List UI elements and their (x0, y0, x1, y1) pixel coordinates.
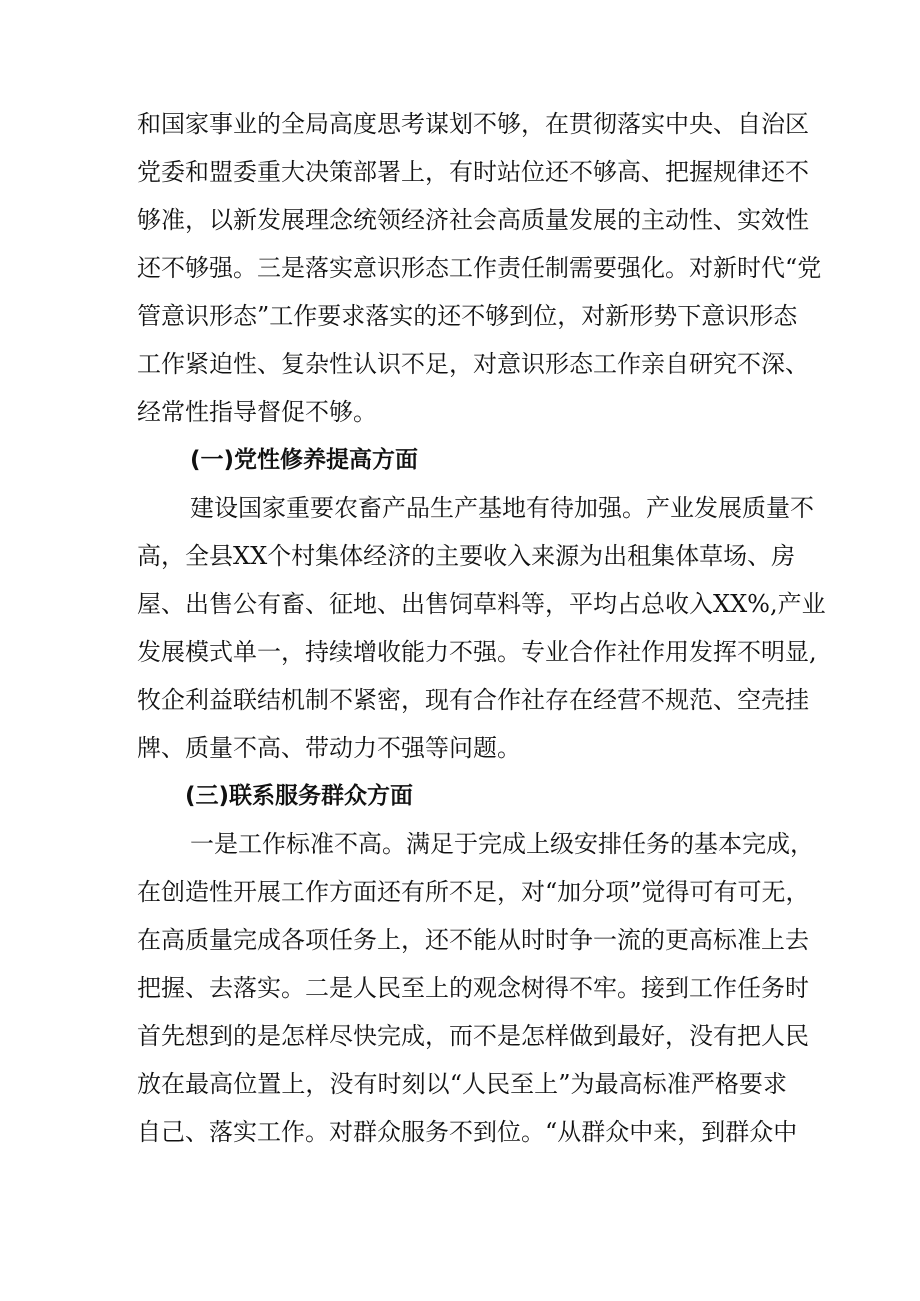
text-line: 放在最高位置上，没有时刻以“人民至上”为最高标准严格要求 (137, 1070, 787, 1098)
text-line: 和国家事业的全局高度思考谋划不够，在贯彻落实中央、自治区 (137, 110, 809, 138)
text-line: 管意识形态”工作要求落实的还不够到位，对新形势下意识形态 (137, 302, 798, 330)
section-heading-serving-masses: (三)联系服务群众方面 (185, 783, 414, 809)
text-line: 经常性指导督促不够。 (137, 398, 377, 426)
text-line: 首先想到的是怎样尽快完成，而不是怎样做到最好，没有把人民 (137, 1022, 809, 1050)
text-line: 把握、去落实。二是人民至上的观念树得不牢。接到工作任务时 (137, 974, 809, 1002)
text-line: 牧企利益联结机制不紧密，现有合作社存在经营不规范、空壳挂 (137, 686, 809, 714)
text-line: 屋、出售公有畜、征地、出售饲草料等，平均占总收入XX%,产业 (137, 590, 826, 618)
text-line: 牌、质量不高、带动力不强等问题。 (137, 734, 521, 762)
text-line: 在高质量完成各项任务上，还不能从时时争一流的更高标准上去 (137, 926, 809, 954)
section-heading-party-spirit: (一)党性修养提高方面 (190, 447, 419, 473)
text-line: 还不够强。三是落实意识形态工作责任制需要强化。对新时代“党 (137, 254, 822, 282)
text-line: 高，全县XX个村集体经济的主要收入来源为出租集体草场、房 (137, 542, 796, 570)
text-line: 自己、落实工作。对群众服务不到位。“从群众中来，到群众中 (137, 1118, 798, 1146)
text-line: 够准，以新发展理念统领经济社会高质量发展的主动性、实效性 (137, 206, 809, 234)
text-line: 发展模式单一，持续增收能力不强。专业合作社作用发挥不明显, (137, 638, 817, 666)
text-line: 在创造性开展工作方面还有所不足，对“加分项”觉得可有可无， (137, 878, 810, 906)
text-line: 一是工作标准不高。满足于完成上级安排任务的基本完成， (190, 830, 814, 858)
text-line: 工作紧迫性、复杂性认识不足，对意识形态工作亲自研究不深、 (137, 350, 809, 378)
text-line: 党委和盟委重大决策部署上，有时站位还不够高、把握规律还不 (137, 158, 809, 186)
text-line: 建设国家重要农畜产品生产基地有待加强。产业发展质量不 (190, 494, 814, 522)
